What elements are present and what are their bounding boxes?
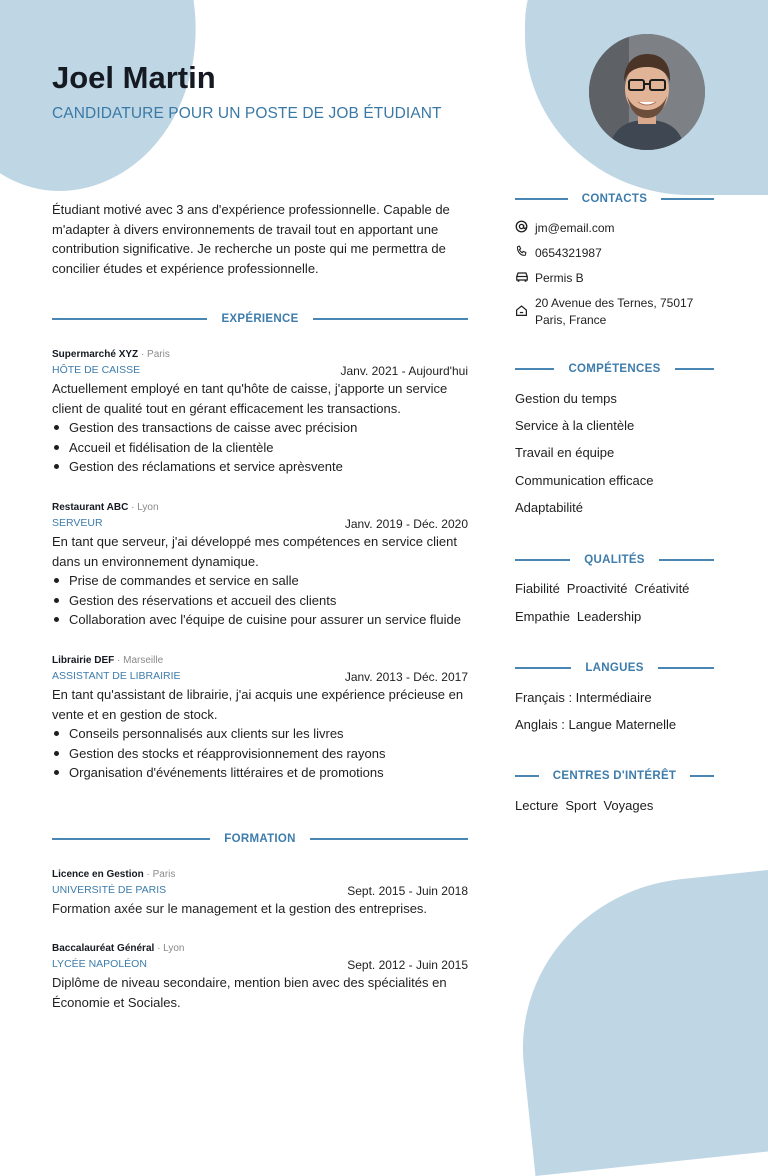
quality-item: Empathie	[515, 609, 570, 624]
quality-item: Fiabilité	[515, 581, 560, 596]
divider	[515, 667, 571, 669]
skill-item: Travail en équipe	[515, 445, 615, 460]
entry-description: Diplôme de niveau secondaire, mention bien avec des spécialités en Économie et Sociales.	[52, 975, 447, 1010]
company-name: Restaurant ABC	[52, 502, 129, 513]
entry-school: UNIVERSITÉ DE PARIS	[52, 884, 167, 896]
language-item: Français : Intermédiaire	[515, 690, 652, 705]
contact-email	[515, 220, 615, 238]
entry-degree	[52, 869, 468, 880]
bullet-item: Organisation d'événements littéraires et de promotions	[52, 763, 468, 783]
divider	[515, 775, 539, 777]
divider	[658, 667, 714, 669]
divider	[52, 838, 210, 840]
skill-item: Adaptabilité	[515, 500, 583, 515]
candidate-name: Joel Martin	[52, 60, 216, 95]
entry-dates: Sept. 2012 - Juin 2015	[347, 958, 468, 972]
license-value: Permis B	[535, 271, 584, 285]
company-location: · Paris	[140, 349, 170, 360]
qualities-section-header	[515, 554, 714, 566]
bullet-item: Gestion des stocks et réapprovisionnement des rayons	[52, 744, 468, 764]
entry-role-row	[52, 517, 468, 531]
entry-dates: Janv. 2019 - Déc. 2020	[344, 517, 468, 531]
divider	[515, 559, 570, 561]
languages-section-header	[515, 662, 714, 674]
entry-dates: Janv. 2021 - Aujourd'hui	[340, 364, 468, 378]
company-location: · Lyon	[131, 502, 159, 513]
contact-address	[515, 295, 693, 329]
qualities-row	[515, 581, 696, 596]
entry-company	[52, 655, 468, 666]
decorative-blob-top-left	[0, 0, 217, 207]
interests-section-title: CENTRES D'INTÉRÊT	[552, 770, 677, 782]
experience-section-title: EXPÉRIENCE	[221, 313, 299, 325]
divider	[515, 198, 568, 200]
entry-school-row	[52, 884, 468, 898]
entry-school: LYCÉE NAPOLÉON	[52, 958, 147, 970]
entry-description: Formation axée sur le management et la gestion des entreprises.	[52, 901, 428, 916]
interests-section-header	[515, 770, 714, 782]
bullet-item: Gestion des réclamations et service aprèsvente	[52, 457, 468, 477]
divider	[659, 559, 714, 561]
home-icon	[515, 295, 535, 322]
skill-item: Communication efficace	[515, 473, 654, 488]
entry-company	[52, 502, 468, 513]
bullet-item: Gestion des transactions de caisse avec précision	[52, 418, 468, 438]
divider	[515, 368, 554, 370]
entry-description: En tant qu'assistant de librairie, j'ai acquis une expérience précieuse en vente et en gestion de stock.	[52, 687, 464, 722]
decorative-blob-bottom-right	[506, 864, 768, 1176]
language-item: Anglais : Langue Maternelle	[515, 717, 677, 732]
entry-dates: Sept. 2015 - Juin 2018	[347, 884, 468, 898]
qualities-row	[515, 609, 648, 624]
degree-name: Licence en Gestion	[52, 869, 144, 880]
company-location: · Marseille	[117, 655, 164, 666]
entry-description: Actuellement employé en tant qu'hôte de caisse, j'apporte un service client de qualité tout en gérant efficacement les transactions.	[52, 381, 448, 416]
profile-summary: Étudiant motivé avec 3 ans d'expérience professionnelle. Capable de m'adapter à divers environnements de travail tout en apportant une contribution significative. Je recherche un poste qui me permettra de concilier études et expérience professionnelle.	[52, 202, 450, 276]
phone-value: 0654321987	[535, 246, 602, 260]
entry-role: ASSISTANT DE LIBRAIRIE	[52, 670, 181, 682]
skills-section-header	[515, 363, 714, 375]
divider	[313, 318, 468, 320]
contacts-section-title: CONTACTS	[581, 193, 648, 205]
contacts-section-header	[515, 193, 714, 205]
phone-icon	[515, 245, 535, 263]
interest-item: Sport	[565, 798, 597, 813]
entry-dates: Janv. 2013 - Déc. 2017	[344, 670, 468, 684]
profile-photo	[589, 34, 705, 150]
formation-section-header	[52, 833, 468, 845]
car-icon	[515, 270, 535, 288]
skills-section-title: COMPÉTENCES	[568, 363, 661, 375]
email-value[interactable]: jm@email.com	[535, 221, 615, 235]
divider	[310, 838, 468, 840]
divider	[661, 198, 714, 200]
school-location: · Paris	[146, 869, 176, 880]
company-name: Librairie DEF	[52, 655, 115, 666]
contact-phone	[515, 245, 602, 263]
interest-item: Lecture	[515, 798, 559, 813]
bullet-item: Collaboration avec l'équipe de cuisine pour assurer un service fluide	[52, 610, 468, 630]
quality-item: Proactivité	[566, 581, 628, 596]
skill-item: Service à la clientèle	[515, 418, 635, 433]
divider	[690, 775, 714, 777]
languages-section-title: LANGUES	[585, 662, 644, 674]
experience-section-header	[52, 313, 468, 325]
entry-description: En tant que serveur, j'ai développé mes compétences en service client dans un environnement dynamique.	[52, 534, 457, 569]
entry-bullets	[52, 571, 468, 630]
divider	[52, 318, 207, 320]
at-icon	[515, 220, 535, 238]
degree-name: Baccalauréat Général	[52, 943, 155, 954]
entry-bullets	[52, 724, 468, 783]
interests-row	[515, 798, 660, 813]
entry-company	[52, 349, 468, 360]
formation-entry	[52, 943, 468, 1012]
address-line-2: Paris, France	[535, 313, 607, 327]
experience-entry	[52, 349, 468, 477]
formation-section-title: FORMATION	[224, 833, 296, 845]
company-name: Supermarché XYZ	[52, 349, 139, 360]
entry-role: HÔTE DE CAISSE	[52, 364, 141, 376]
candidate-subtitle: CANDIDATURE POUR UN POSTE DE JOB ÉTUDIANT	[52, 105, 442, 122]
entry-role-row	[52, 364, 468, 378]
entry-school-row	[52, 958, 468, 972]
entry-bullets	[52, 418, 468, 477]
address-line-1: 20 Avenue des Ternes, 75017	[535, 296, 694, 310]
address-value	[535, 295, 693, 329]
quality-item: Créativité	[634, 581, 690, 596]
entry-role-row	[52, 670, 468, 684]
bullet-item: Gestion des réservations et accueil des clients	[52, 591, 468, 611]
divider	[675, 368, 714, 370]
quality-item: Leadership	[576, 609, 642, 624]
experience-entry	[52, 655, 468, 783]
contact-license	[515, 270, 584, 288]
bullet-item: Conseils personnalisés aux clients sur les livres	[52, 724, 468, 744]
entry-degree	[52, 943, 468, 954]
school-location: · Lyon	[157, 943, 185, 954]
experience-entry	[52, 502, 468, 630]
skill-item: Gestion du temps	[515, 391, 617, 406]
bullet-item: Accueil et fidélisation de la clientèle	[52, 438, 468, 458]
bullet-item: Prise de commandes et service en salle	[52, 571, 468, 591]
qualities-section-title: QUALITÉS	[584, 554, 645, 566]
entry-role: SERVEUR	[52, 517, 103, 529]
interest-item: Voyages	[603, 798, 654, 813]
formation-entry	[52, 869, 468, 919]
